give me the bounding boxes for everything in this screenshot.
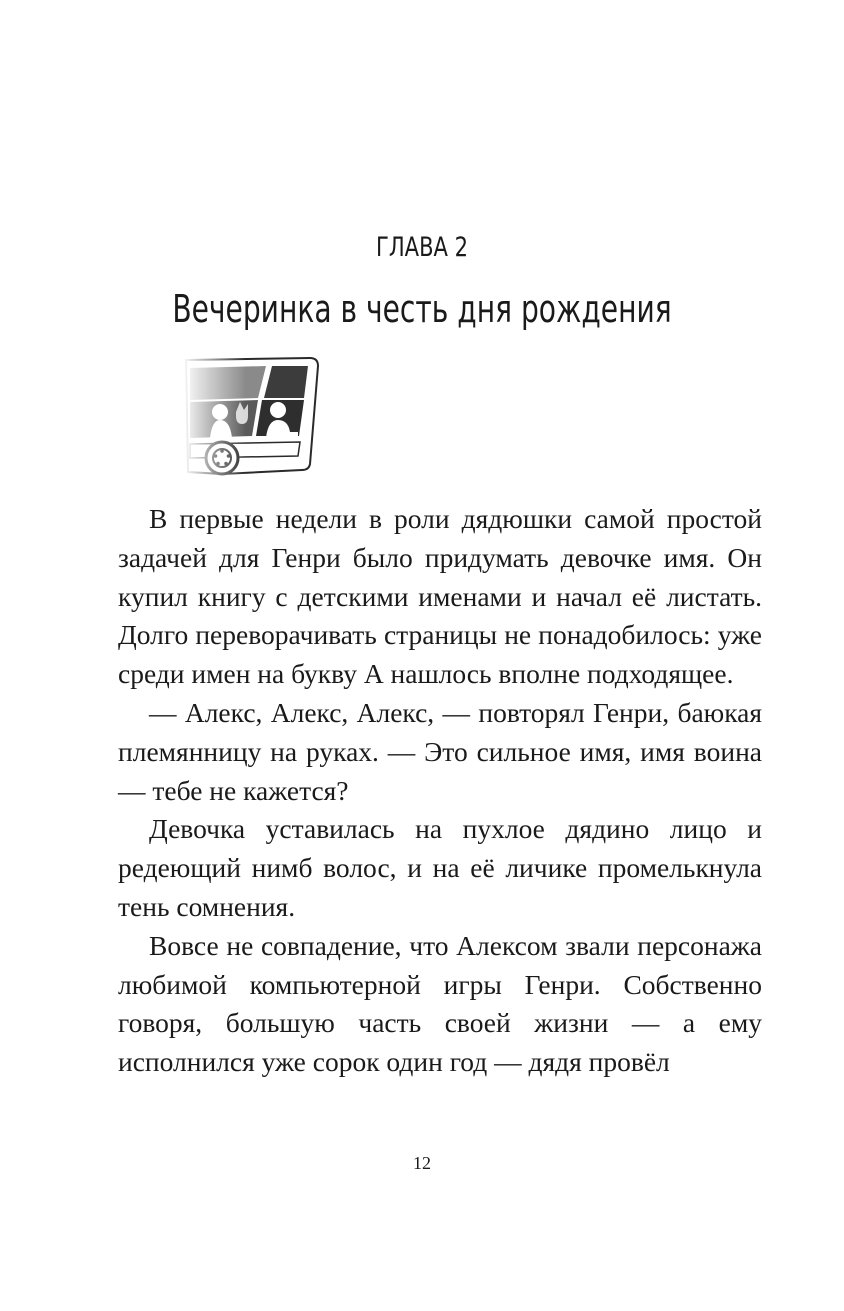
chapter-label: ГЛАВА 2 [375, 232, 469, 263]
bus-illustration-icon [182, 352, 324, 482]
paragraph: Девочка уставилась на пухлое дядино лицо и редеющий нимб волос, и на её личике промелькнула тень сомнения. [118, 813, 762, 922]
paragraph: — Алекс, Алекс, Алекс, — повторял Генри, баюкая племянницу на руках. — Это сильное имя, имя воина — тебе не кажется? [118, 696, 762, 806]
chapter-title: Вечеринка в честь дня рождения [172, 287, 672, 331]
paragraph: В первые недели в роли дядюшки самой простой задачей для Генри было придумать девочке имя. Он купил книгу с детскими именами и начал её листать. Долго переворачивать страницы не понадобилось: уже среди имен на букву А нашлось вполне подходящее. [118, 503, 762, 690]
page-number: 12 [413, 1153, 431, 1173]
body-text [118, 500, 762, 1082]
paragraph: Вовсе не совпадение, что Алексом звали персонажа любимой компьютерной игры Генри. Собственно говоря, большую часть своей жизни — а ему исполнился уже сорок один год — дядя провёл [118, 929, 762, 1078]
